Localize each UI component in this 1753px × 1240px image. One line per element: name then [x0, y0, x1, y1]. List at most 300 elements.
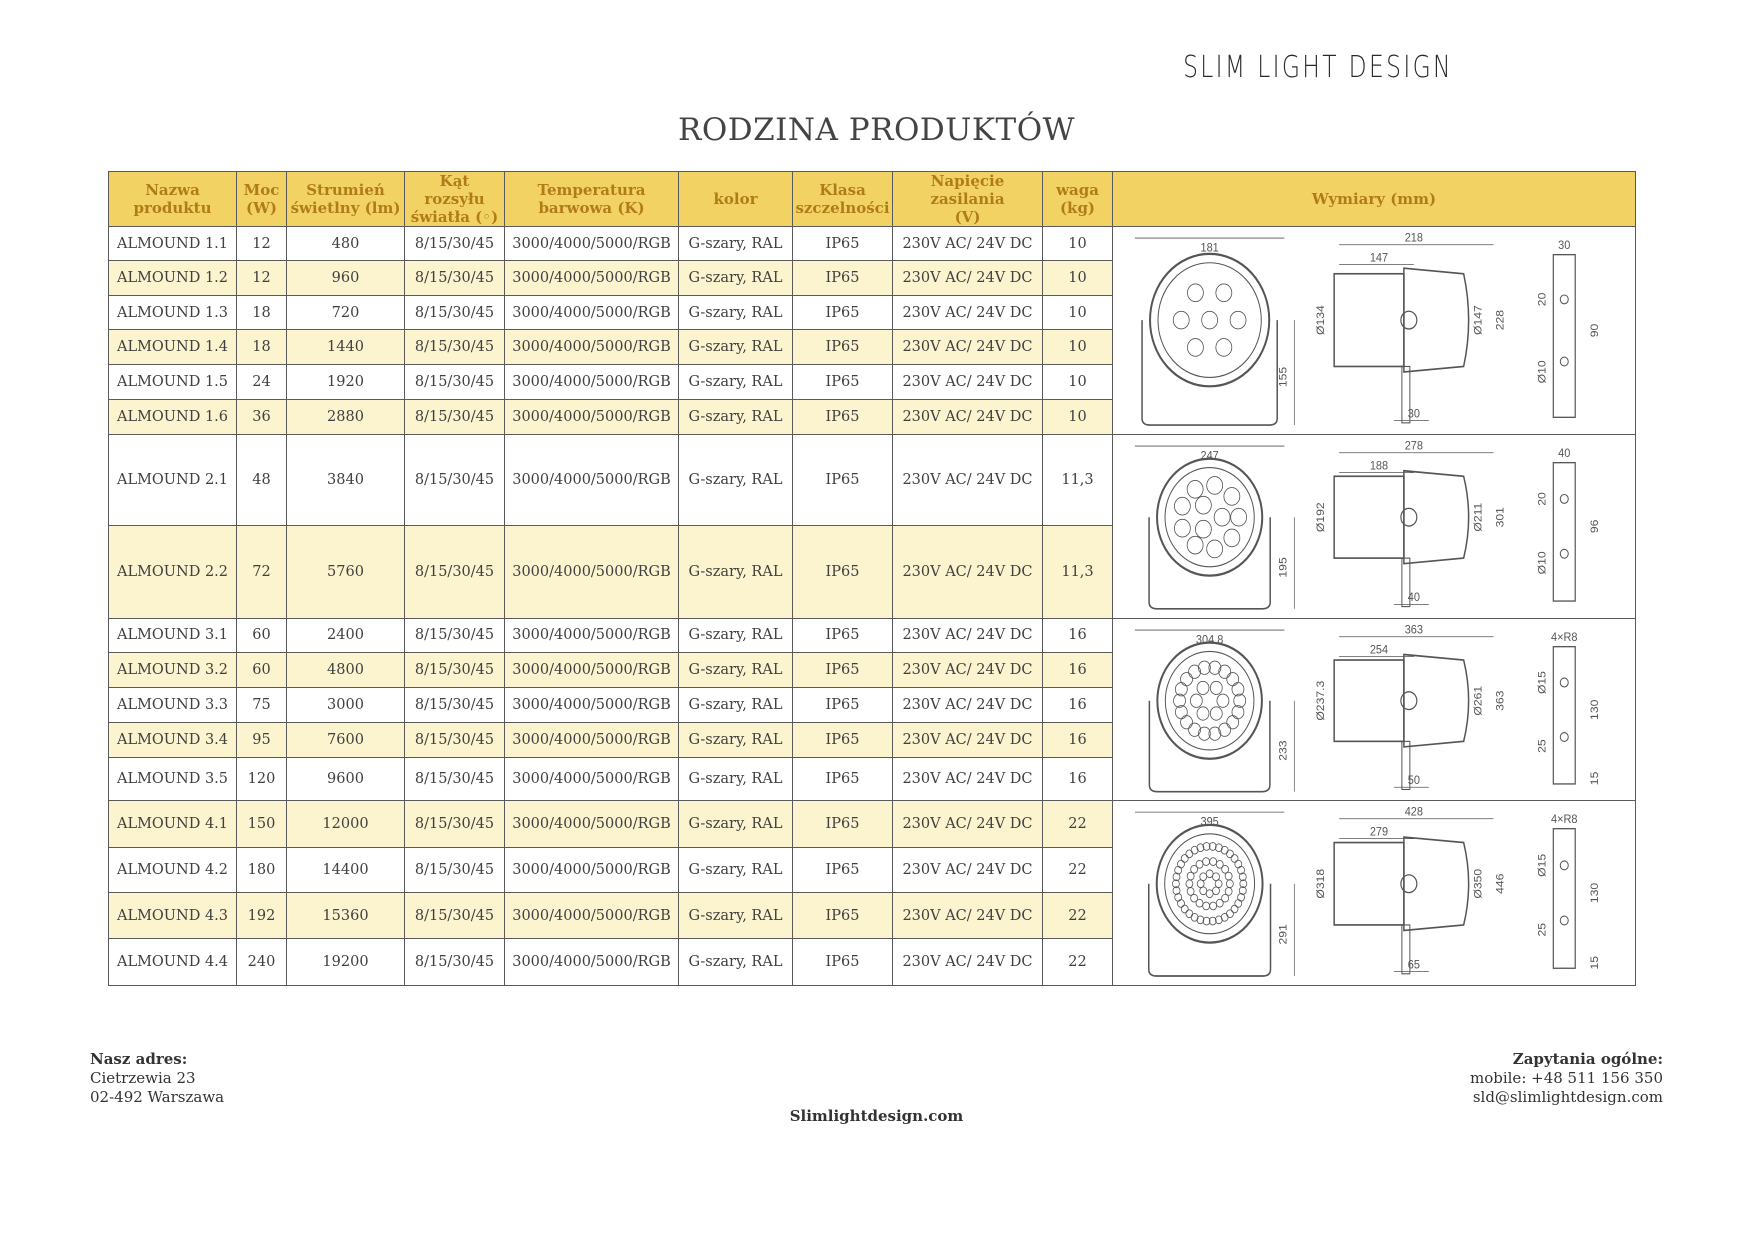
header-label: (V) — [954, 208, 981, 226]
col-power-cell: 60 — [237, 653, 287, 688]
col-weight-cell: 16 — [1043, 757, 1113, 800]
dimension-label: 233 — [1277, 740, 1290, 761]
col-temp-cell: 3000/4000/5000/RGB — [505, 653, 679, 688]
led-dot — [1219, 665, 1231, 678]
col-power-cell: 95 — [237, 723, 287, 758]
led-dot — [1213, 873, 1220, 881]
col-name-cell: ALMOUND 1.5 — [109, 364, 237, 400]
dimension-label: 130 — [1589, 699, 1601, 720]
col-flux-cell: 720 — [287, 295, 405, 329]
led-dot — [1210, 902, 1217, 910]
dimension-label: 395 — [1200, 816, 1219, 829]
address-street: Cietrzewia 23 — [90, 1069, 196, 1087]
lamp-housing — [1150, 254, 1269, 386]
col-angle-cell: 8/15/30/45 — [405, 261, 505, 295]
col-ip-cell: IP65 — [793, 893, 893, 939]
led-dot — [1174, 497, 1190, 515]
col-flux-cell: 7600 — [287, 723, 405, 758]
lamp-housing — [1157, 642, 1262, 758]
led-dot — [1181, 672, 1193, 685]
col-ip-cell: IP65 — [793, 653, 893, 688]
col-temp-cell: 3000/4000/5000/RGB — [505, 757, 679, 800]
led-dot — [1235, 900, 1242, 908]
col-name-cell: ALMOUND 4.3 — [109, 893, 237, 939]
led-dot — [1197, 681, 1209, 694]
led-dot — [1234, 694, 1246, 707]
dimension-drawing — [1113, 227, 1636, 435]
col-temp-cell: 3000/4000/5000/RGB — [505, 618, 679, 653]
led-dot — [1186, 910, 1193, 918]
col-flux-cell: 1920 — [287, 364, 405, 400]
col-color-header — [679, 172, 793, 227]
led-dot — [1210, 858, 1217, 866]
led-dot — [1217, 694, 1229, 707]
led-dot — [1174, 519, 1190, 537]
col-ip-cell: IP65 — [793, 723, 893, 758]
col-flux-cell: 2880 — [287, 400, 405, 435]
col-flux-header — [287, 172, 405, 227]
col-weight-cell: 22 — [1043, 893, 1113, 939]
col-name-cell: ALMOUND 4.4 — [109, 939, 237, 986]
col-temp-cell: 3000/4000/5000/RGB — [505, 526, 679, 618]
contact-phone: mobile: +48 511 156 350 — [1469, 1069, 1663, 1087]
col-color-cell: G-szary, RAL — [679, 939, 793, 986]
lamp-body-side — [1334, 843, 1404, 925]
dimension-drawing — [1113, 801, 1636, 986]
col-power-cell: 72 — [237, 526, 287, 618]
led-dot — [1207, 477, 1223, 495]
dimension-label: 301 — [1494, 506, 1507, 528]
col-ip-cell: IP65 — [793, 434, 893, 525]
lamp-technical-drawing — [1115, 801, 1633, 985]
col-flux-cell: 3000 — [287, 687, 405, 723]
led-dot — [1197, 880, 1204, 888]
dimension-label: 96 — [1589, 519, 1601, 534]
lamp-hood-side — [1404, 654, 1469, 746]
dimension-label: 195 — [1277, 557, 1290, 578]
mount-hole — [1560, 494, 1568, 503]
col-name-header — [109, 172, 237, 227]
led-dot — [1189, 723, 1201, 736]
led-dot — [1187, 284, 1203, 302]
col-weight-cell: 16 — [1043, 618, 1113, 653]
table-header-row — [109, 172, 1636, 227]
col-weight-cell: 10 — [1043, 400, 1113, 435]
col-name-cell: ALMOUND 3.2 — [109, 653, 237, 688]
col-weight-cell: 10 — [1043, 364, 1113, 400]
col-name-cell: ALMOUND 3.3 — [109, 687, 237, 723]
dimension-label: 428 — [1404, 806, 1423, 819]
dimension-label: Ø147 — [1473, 305, 1485, 336]
col-ip-cell: IP65 — [793, 227, 893, 261]
col-power-cell: 75 — [237, 687, 287, 723]
col-flux-cell: 12000 — [287, 801, 405, 848]
col-power-cell: 36 — [237, 400, 287, 435]
col-voltage-cell: 230V AC/ 24V DC — [893, 330, 1043, 364]
dimension-label: 188 — [1369, 459, 1389, 473]
led-dot — [1227, 715, 1239, 728]
header-label: świetlny (lm) — [290, 199, 401, 217]
col-power-cell: 12 — [237, 261, 287, 295]
col-voltage-cell: 230V AC/ 24V DC — [893, 939, 1043, 986]
col-ip-cell: IP65 — [793, 400, 893, 435]
col-temp-cell: 3000/4000/5000/RGB — [505, 723, 679, 758]
col-color-cell: G-szary, RAL — [679, 723, 793, 758]
dimension-label: 20 — [1536, 292, 1549, 307]
col-color-cell: G-szary, RAL — [679, 618, 793, 653]
col-ip-cell: IP65 — [793, 801, 893, 848]
page-title: RODZINA PRODUKTÓW — [678, 112, 1075, 148]
col-power-header — [237, 172, 287, 227]
dimension-label: 25 — [1536, 738, 1549, 753]
col-flux-cell: 15360 — [287, 893, 405, 939]
col-voltage-cell: 230V AC/ 24V DC — [893, 261, 1043, 295]
header-label: kolor — [713, 190, 758, 208]
lamp-lens — [1165, 468, 1254, 567]
col-name-cell: ALMOUND 2.1 — [109, 434, 237, 525]
col-angle-header — [405, 172, 505, 227]
led-dot — [1181, 855, 1188, 863]
led-dot — [1230, 311, 1246, 329]
col-power-cell: 120 — [237, 757, 287, 800]
bracket-plate — [1553, 255, 1575, 418]
led-dot — [1214, 508, 1230, 526]
col-flux-cell: 2400 — [287, 618, 405, 653]
table-row — [109, 618, 1636, 653]
col-ip-cell: IP65 — [793, 526, 893, 618]
led-dot — [1216, 339, 1232, 357]
col-weight-cell: 11,3 — [1043, 434, 1113, 525]
header-label: Strumień — [306, 181, 385, 199]
col-weight-cell: 16 — [1043, 723, 1113, 758]
col-voltage-cell: 230V AC/ 24V DC — [893, 434, 1043, 525]
col-weight-cell: 16 — [1043, 653, 1113, 688]
led-dot — [1187, 888, 1194, 896]
col-name-cell: ALMOUND 1.6 — [109, 400, 237, 435]
dimension-label: Ø15 — [1536, 670, 1549, 694]
led-dot — [1226, 880, 1233, 888]
dimension-label: 30 — [1407, 407, 1420, 421]
col-temp-header — [505, 172, 679, 227]
col-weight-header — [1043, 172, 1113, 227]
col-angle-cell: 8/15/30/45 — [405, 653, 505, 688]
led-dot — [1216, 284, 1232, 302]
col-ip-cell: IP65 — [793, 687, 893, 723]
col-voltage-cell: 230V AC/ 24V DC — [893, 295, 1043, 329]
col-angle-cell: 8/15/30/45 — [405, 847, 505, 893]
led-dot — [1195, 496, 1211, 514]
dimension-label: 247 — [1200, 449, 1219, 463]
header-label: barwowa (K) — [538, 199, 645, 217]
lamp-body-side — [1334, 274, 1404, 367]
led-dot — [1187, 480, 1203, 498]
led-dot — [1175, 682, 1187, 695]
led-dot — [1177, 860, 1184, 868]
dimension-label: 228 — [1494, 309, 1507, 331]
col-angle-cell: 8/15/30/45 — [405, 526, 505, 618]
led-dot — [1224, 488, 1240, 506]
dimension-label: 278 — [1404, 439, 1423, 453]
led-dot — [1232, 705, 1244, 718]
col-color-cell: G-szary, RAL — [679, 261, 793, 295]
col-power-cell: 24 — [237, 364, 287, 400]
dimension-label: Ø350 — [1473, 868, 1485, 899]
led-dot — [1181, 715, 1193, 728]
led-dot — [1190, 694, 1202, 707]
address-block — [90, 1050, 224, 1107]
table-row — [109, 801, 1636, 848]
col-angle-cell: 8/15/30/45 — [405, 723, 505, 758]
lamp-hood-side — [1404, 268, 1469, 372]
lamp-hood-side — [1404, 837, 1469, 930]
table-row — [109, 434, 1636, 525]
led-dot — [1207, 540, 1223, 558]
col-name-cell: ALMOUND 1.2 — [109, 261, 237, 295]
lamp-technical-drawing — [1115, 227, 1633, 434]
col-temp-cell: 3000/4000/5000/RGB — [505, 295, 679, 329]
col-color-cell: G-szary, RAL — [679, 893, 793, 939]
led-dot — [1200, 873, 1207, 881]
dimension-label: 363 — [1494, 690, 1507, 711]
header-label: Kąt rozsyłu — [424, 172, 485, 208]
led-dot — [1197, 706, 1209, 719]
col-name-cell: ALMOUND 1.3 — [109, 295, 237, 329]
mount-hole — [1560, 549, 1568, 558]
col-voltage-cell: 230V AC/ 24V DC — [893, 757, 1043, 800]
col-angle-cell: 8/15/30/45 — [405, 227, 505, 261]
dimension-label: Ø10 — [1536, 551, 1549, 575]
led-dot — [1231, 508, 1247, 526]
col-angle-cell: 8/15/30/45 — [405, 618, 505, 653]
dimension-drawing — [1113, 434, 1636, 618]
dimension-label: 15 — [1589, 771, 1601, 785]
led-dot — [1186, 850, 1193, 858]
col-temp-cell: 3000/4000/5000/RGB — [505, 939, 679, 986]
bracket-plate — [1553, 463, 1575, 601]
contact-block — [1470, 1050, 1663, 1107]
col-voltage-cell: 230V AC/ 24V DC — [893, 618, 1043, 653]
col-ip-cell: IP65 — [793, 847, 893, 893]
header-label: produktu — [133, 199, 212, 217]
led-dot — [1206, 890, 1213, 898]
led-dot — [1191, 914, 1198, 922]
led-dot — [1210, 681, 1222, 694]
col-angle-cell: 8/15/30/45 — [405, 434, 505, 525]
led-dot — [1187, 339, 1203, 357]
col-power-cell: 240 — [237, 939, 287, 986]
col-dims-header — [1113, 172, 1636, 227]
dimension-label: Ø237.3 — [1315, 680, 1328, 721]
brand-logo: SLIM LIGHT DESIGN — [1183, 50, 1453, 85]
dimension-label: 40 — [1558, 447, 1571, 461]
lamp-hood-side — [1404, 471, 1469, 564]
dimension-label: 363 — [1404, 623, 1423, 637]
col-angle-cell: 8/15/30/45 — [405, 295, 505, 329]
col-voltage-cell: 230V AC/ 24V DC — [893, 723, 1043, 758]
dimension-label: Ø261 — [1473, 685, 1485, 716]
col-name-cell: ALMOUND 3.5 — [109, 757, 237, 800]
dimension-label: Ø15 — [1536, 853, 1549, 877]
col-weight-cell: 22 — [1043, 939, 1113, 986]
header-label: światła (◦) — [410, 208, 499, 226]
col-ip-cell: IP65 — [793, 295, 893, 329]
dimension-label: 50 — [1407, 774, 1420, 787]
col-power-cell: 48 — [237, 434, 287, 525]
col-name-cell: ALMOUND 4.2 — [109, 847, 237, 893]
col-weight-cell: 10 — [1043, 330, 1113, 364]
col-voltage-cell: 230V AC/ 24V DC — [893, 400, 1043, 435]
col-color-cell: G-szary, RAL — [679, 330, 793, 364]
header-label: Klasa — [819, 181, 866, 199]
col-weight-cell: 11,3 — [1043, 526, 1113, 618]
product-table — [108, 171, 1636, 986]
mount-hole — [1560, 295, 1568, 304]
col-flux-cell: 5760 — [287, 526, 405, 618]
dimension-label: Ø192 — [1315, 502, 1328, 533]
dimension-label: 291 — [1277, 924, 1290, 945]
col-power-cell: 192 — [237, 893, 287, 939]
col-color-cell: G-szary, RAL — [679, 364, 793, 400]
col-color-cell: G-szary, RAL — [679, 227, 793, 261]
contact-email: sld@slimlightdesign.com — [1472, 1088, 1663, 1106]
col-name-cell: ALMOUND 2.2 — [109, 526, 237, 618]
led-dot — [1216, 899, 1223, 907]
col-temp-cell: 3000/4000/5000/RGB — [505, 847, 679, 893]
dimension-label: 446 — [1494, 873, 1507, 895]
dimension-label: Ø134 — [1315, 305, 1328, 336]
led-dot — [1215, 880, 1222, 888]
col-flux-cell: 960 — [287, 261, 405, 295]
led-dot — [1187, 536, 1203, 554]
dimension-label: 15 — [1589, 956, 1601, 970]
dimension-label: 304.8 — [1195, 633, 1224, 647]
led-dot — [1200, 887, 1207, 895]
dimension-label: 181 — [1200, 241, 1219, 255]
led-dot — [1225, 872, 1232, 880]
dimension-label: 155 — [1277, 366, 1290, 388]
col-angle-cell: 8/15/30/45 — [405, 757, 505, 800]
header-label: Napięcie zasilania — [930, 172, 1005, 208]
col-voltage-cell: 230V AC/ 24V DC — [893, 687, 1043, 723]
col-voltage-header — [893, 172, 1043, 227]
mount-hole — [1560, 861, 1568, 870]
col-flux-cell: 4800 — [287, 653, 405, 688]
led-dot — [1196, 861, 1203, 869]
col-name-cell: ALMOUND 4.1 — [109, 801, 237, 848]
header-label: waga — [1056, 181, 1099, 199]
led-dot — [1195, 520, 1211, 538]
col-voltage-cell: 230V AC/ 24V DC — [893, 227, 1043, 261]
mount-hole — [1560, 732, 1568, 741]
dimension-label: 279 — [1369, 825, 1389, 839]
led-dot — [1181, 905, 1188, 913]
col-name-cell: ALMOUND 1.1 — [109, 227, 237, 261]
col-power-cell: 180 — [237, 847, 287, 893]
dimension-label: 147 — [1369, 251, 1389, 265]
col-color-cell: G-szary, RAL — [679, 400, 793, 435]
dimension-label: 40 — [1407, 591, 1420, 605]
lamp-technical-drawing — [1115, 435, 1633, 618]
col-angle-cell: 8/15/30/45 — [405, 687, 505, 723]
lamp-body-side — [1334, 476, 1404, 558]
header-label: Wymiary (mm) — [1311, 190, 1437, 208]
dimension-label: 218 — [1404, 231, 1423, 245]
dimension-label: 90 — [1589, 323, 1601, 338]
col-flux-cell: 480 — [287, 227, 405, 261]
col-power-cell: 60 — [237, 618, 287, 653]
bracket-front — [1142, 320, 1277, 425]
col-color-cell: G-szary, RAL — [679, 757, 793, 800]
bracket-plate — [1553, 829, 1575, 969]
dimension-label: Ø211 — [1473, 502, 1485, 532]
mount-hole — [1560, 678, 1568, 687]
col-color-cell: G-szary, RAL — [679, 434, 793, 525]
col-flux-cell: 19200 — [287, 939, 405, 986]
led-dot — [1221, 846, 1228, 854]
mount-hole — [1560, 357, 1568, 366]
lamp-technical-drawing — [1115, 619, 1633, 801]
header-label: szczelności — [795, 199, 890, 217]
led-dot — [1224, 529, 1240, 547]
led-dot — [1226, 850, 1233, 858]
dimension-label: 25 — [1536, 923, 1549, 937]
col-temp-cell: 3000/4000/5000/RGB — [505, 893, 679, 939]
lamp-lens — [1165, 651, 1254, 749]
col-angle-cell: 8/15/30/45 — [405, 330, 505, 364]
col-voltage-cell: 230V AC/ 24V DC — [893, 526, 1043, 618]
col-temp-cell: 3000/4000/5000/RGB — [505, 261, 679, 295]
col-angle-cell: 8/15/30/45 — [405, 893, 505, 939]
col-color-cell: G-szary, RAL — [679, 847, 793, 893]
dimension-drawing — [1113, 618, 1636, 801]
mount-hole — [1560, 916, 1568, 925]
col-temp-cell: 3000/4000/5000/RGB — [505, 687, 679, 723]
address-city: 02-492 Warszawa — [90, 1088, 225, 1106]
col-ip-cell: IP65 — [793, 757, 893, 800]
col-power-cell: 18 — [237, 330, 287, 364]
col-angle-cell: 8/15/30/45 — [405, 801, 505, 848]
dimension-label: Ø10 — [1536, 360, 1549, 384]
led-dot — [1203, 858, 1210, 866]
dimension-label: 130 — [1589, 882, 1601, 904]
led-dot — [1174, 694, 1186, 707]
col-voltage-cell: 230V AC/ 24V DC — [893, 893, 1043, 939]
col-name-cell: ALMOUND 3.1 — [109, 618, 237, 653]
col-angle-cell: 8/15/30/45 — [405, 400, 505, 435]
col-flux-cell: 14400 — [287, 847, 405, 893]
col-weight-cell: 10 — [1043, 227, 1113, 261]
col-ip-cell: IP65 — [793, 364, 893, 400]
col-voltage-cell: 230V AC/ 24V DC — [893, 801, 1043, 848]
col-weight-cell: 22 — [1043, 847, 1113, 893]
dimension-label: 4×R8 — [1551, 631, 1578, 644]
col-weight-cell: 10 — [1043, 261, 1113, 295]
led-dot — [1227, 672, 1239, 685]
col-color-cell: G-szary, RAL — [679, 526, 793, 618]
col-color-cell: G-szary, RAL — [679, 653, 793, 688]
col-color-cell: G-szary, RAL — [679, 801, 793, 848]
col-angle-cell: 8/15/30/45 — [405, 939, 505, 986]
header-label: Nazwa — [145, 181, 200, 199]
col-name-cell: ALMOUND 1.4 — [109, 330, 237, 364]
col-ip-cell: IP65 — [793, 261, 893, 295]
website-link[interactable]: Slimlightdesign.com — [789, 1107, 964, 1125]
lamp-body-side — [1334, 660, 1404, 741]
col-angle-cell: 8/15/30/45 — [405, 364, 505, 400]
led-dot — [1186, 880, 1193, 888]
header-label: (kg) — [1059, 199, 1096, 217]
led-dot — [1210, 706, 1222, 719]
